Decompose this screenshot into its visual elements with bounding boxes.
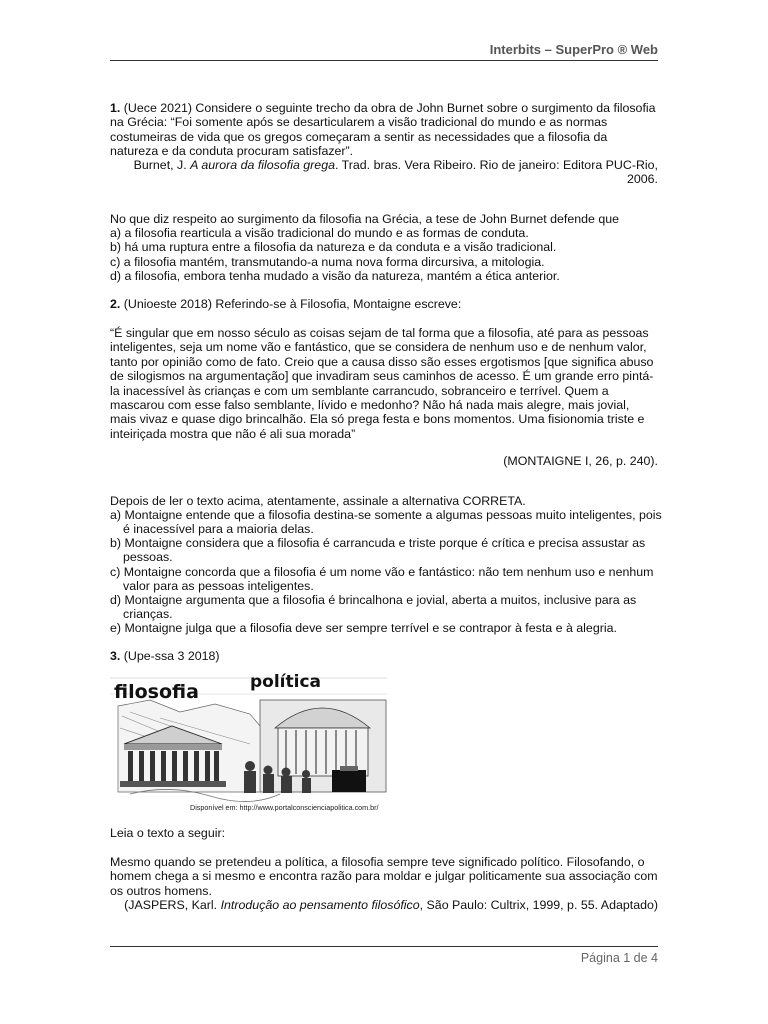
q1-option-c: c) a filosofia mantém, transmutando-a numa nova forma dircursiva, a mitologia. bbox=[110, 255, 545, 269]
q2-option-c: c) Montaigne concorda que a filosofia é um nome vão e fantástico: não tem nenhum uso e nenhum valor para as pessoas inteligentes. bbox=[110, 565, 654, 594]
q1-number: 1. bbox=[110, 101, 121, 115]
q2-option-a: a) Montaigne entende que a filosofia destina-se somente a algumas pessoas muito inteligentes, pois é inacessível para a maioria delas. bbox=[110, 508, 662, 537]
header-divider bbox=[110, 60, 658, 61]
page-number: Página 1 de 4 bbox=[580, 951, 658, 965]
q1-citation-rest: . Trad. bras. Vera Ribeiro. Rio de janeiro: Editora PUC-Rio, 2006. bbox=[335, 158, 658, 187]
q3-number: 3. bbox=[110, 649, 121, 663]
filosofia-politica-illustration bbox=[110, 666, 387, 815]
q2-citation: (MONTAIGNE I, 26, p. 240). bbox=[503, 454, 658, 468]
q2-option-d: d) Montaigne argumenta que a filosofia é brincalhona e jovial, aberta a muitos, inclusive para as crianças. bbox=[110, 593, 637, 622]
q1-citation bbox=[110, 158, 658, 187]
q1-option-b: b) há uma ruptura entre a filosofia da natureza e da conduta e a visão tradicional. bbox=[110, 240, 557, 254]
q3-citation-title: Introdução ao pensamento filosófico bbox=[220, 898, 420, 912]
figure-word-politica: política bbox=[250, 672, 322, 692]
q1-citation-author: Burnet, J. bbox=[133, 158, 191, 172]
q1-intro-text: (Uece 2021) Considere o seguinte trecho da obra de John Burnet sobre o surgimento da filosofia na Grécia: “Foi somente após se desarticularem a visão tradicional do mundo e as normas costumeiras de vida que os gregos começaram a sentir as necessidades que a filosofia da natureza e da conduta procuram satisfazer”. bbox=[110, 101, 656, 159]
footer-divider bbox=[110, 946, 658, 947]
q2-option-e: e) Montaigne julga que a filosofia deve ser sempre terrível e se contrapor à festa e à alegria. bbox=[110, 621, 617, 635]
q1-citation-title: A aurora da filosofia grega bbox=[190, 158, 335, 172]
q2-question: Depois de ler o texto acima, atentamente, assinale a alternativa CORRETA. bbox=[110, 494, 526, 508]
q1-intro bbox=[110, 101, 658, 159]
q1-option-d: d) a filosofia, embora tenha mudado a visão da natureza, mantém a ética anterior. bbox=[110, 269, 560, 283]
q2-number: 2. bbox=[110, 297, 121, 311]
q3-citation-pre: (JASPERS, Karl. bbox=[124, 898, 221, 912]
q2-intro bbox=[110, 297, 658, 311]
page-header: Interbits – SuperPro ® Web bbox=[489, 42, 658, 57]
q3-citation bbox=[110, 898, 658, 912]
q2-intro-text: (Unioeste 2018) Referindo-se à Filosofia, Montaigne escreve: bbox=[120, 297, 462, 311]
q2-option-b: b) Montaigne considera que a filosofia é carrancuda e triste porque é crítica e precisa assustar as pessoas. bbox=[110, 536, 646, 565]
q3-citation-post: , São Paulo: Cultrix, 1999, p. 55. Adaptado) bbox=[419, 898, 658, 912]
q3-text: Mesmo quando se pretendeu a política, a filosofia sempre teve significado político. Filosofando, o homem chega a si mesmo e encontra razão para moldar e julgar politicamente sua associação com os outros homens. bbox=[110, 855, 658, 898]
q3-intro-text: (Upe-ssa 3 2018) bbox=[120, 649, 220, 663]
q1-question: No que diz respeito ao surgimento da filosofia na Grécia, a tese de John Burnet defende que bbox=[110, 212, 620, 226]
q3-lead: Leia o texto a seguir: bbox=[110, 826, 226, 840]
q1-option-a: a) a filosofia rearticula a visão tradicional do mundo e as formas de conduta. bbox=[110, 226, 529, 240]
q3-intro bbox=[110, 649, 658, 663]
q2-quote: “É singular que em nosso século as coisas sejam de tal forma que a filosofia, até para as pessoas inteligentes, seja um nome vão e fantástico, que se considera de nenhum uso e de nenhum valor, tanto por opinião como de fato. Creio que a causa disso são esses ergotismos [que significa abuso de silogismos na argumentação] que invadiram seus caminhos de acesso. É um grande erro pintá-la inacessível às crianças e com um semblante carrancudo, sobranceiro e terrível. Quem a mascarou com esse falso semblante, lívido e medonho? Não há nada mais alegre, mais jovial, mais vivaz e quase digo brincalhão. Ela só prega festa e bons momentos. Uma fisionomia triste e inteiriçada mostra que não é ali sua morada” bbox=[110, 326, 654, 441]
figure-source: Disponível em: http://www.portalconscienciapolitica.com.br/ bbox=[190, 803, 379, 812]
figure-word-filosofia: filosofia bbox=[114, 681, 199, 703]
